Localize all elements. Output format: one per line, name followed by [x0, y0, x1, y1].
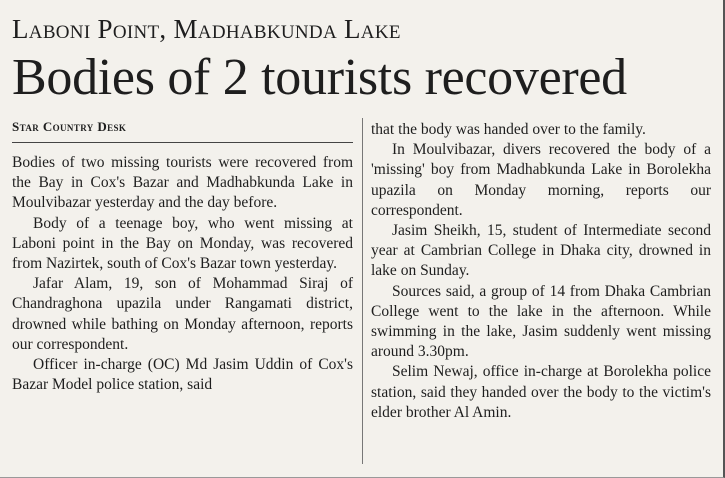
paragraph: that the body was handed over to the family.	[371, 121, 646, 138]
column-divider	[362, 118, 363, 464]
paragraph: Officer in-charge (OC) Md Jasim Uddin of Cox's Bazar Model police station, said	[12, 356, 353, 394]
left-column	[12, 118, 353, 395]
paragraph: Selim Newaj, office in-charge at Borolekha police station, said they handed over the body to the victim's elder brother Al Amin.	[371, 363, 711, 421]
paragraph: In Moulvibazar, divers recovered the body of a 'missing' boy from Madhabkunda Lake in Borolekha upazila on Monday morning, reports our correspondent.	[371, 141, 711, 219]
right-column	[371, 120, 711, 423]
paragraph: Jafar Alam, 19, son of Mohammad Siraj of Chandraghona upazila under Rangamati district, drowned while bathing on Monday afternoon, reports our correspondent.	[12, 275, 353, 353]
byline: Star Country Desk	[12, 118, 353, 143]
paragraph: Sources said, a group of 14 from Dhaka Cambrian College went to the lake in the afternoon. While swimming in the lake, Jasim suddenly went missing around 3.30pm.	[371, 282, 711, 361]
kicker: Laboni Point, Madhabkunda Lake	[12, 14, 401, 44]
paragraph: Body of a teenage boy, who went missing at Laboni point in the Bay on Monday, was recovered from Nazirtek, south of Cox's Bazar town yesterday.	[12, 214, 353, 273]
paragraph: Bodies of two missing tourists were recovered from the Bay in Cox's Bazar and Madhabkunda Lake in Moulvibazar yesterday and the day before.	[12, 154, 353, 212]
headline: Bodies of 2 tourists recovered	[12, 49, 627, 106]
paragraph: Jasim Sheikh, 15, student of Intermediate second year at Cambrian College in Dhaka city, drowned in lake on Sunday.	[371, 222, 711, 280]
